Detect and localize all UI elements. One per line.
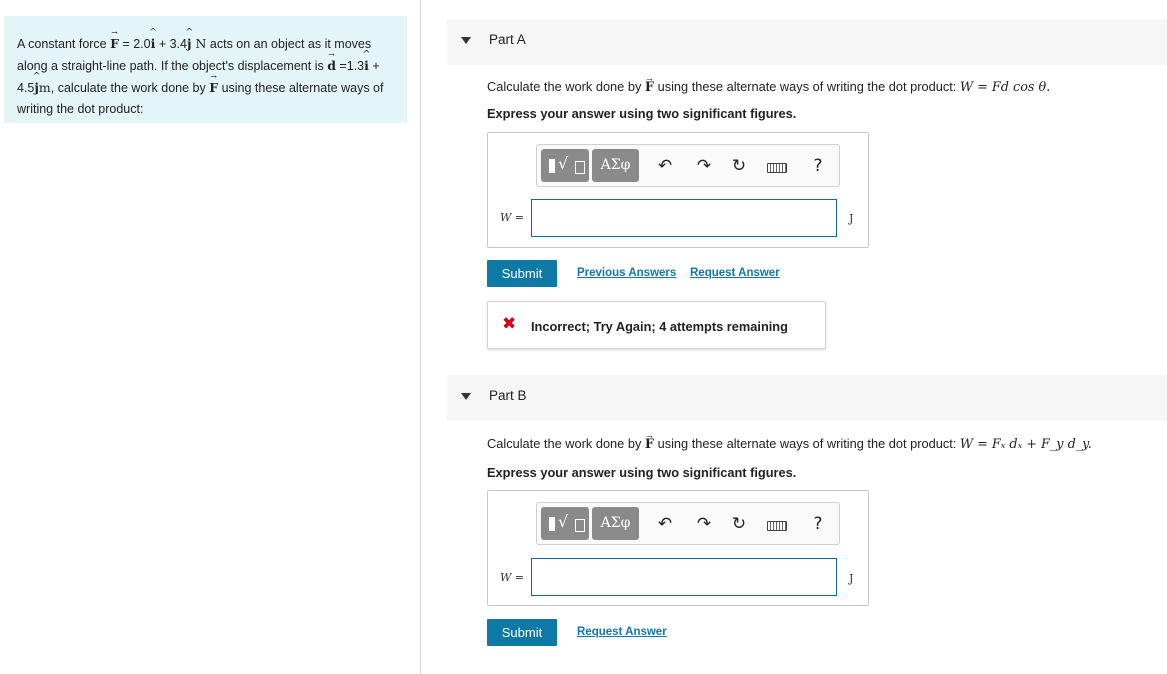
feedback-box	[487, 301, 826, 349]
force-vector-symbol: → F	[209, 77, 218, 98]
part-a-answer-box	[487, 132, 869, 248]
part-a-header[interactable]	[447, 19, 1167, 65]
unit-label: J	[849, 572, 854, 585]
box-icon	[575, 519, 585, 532]
greek-symbols-button[interactable]: ΑΣφ	[592, 507, 639, 540]
i-hat-symbol: ^ i	[151, 33, 156, 54]
previous-answers-link[interactable]: Previous Answers	[577, 267, 677, 279]
collapse-triangle-icon[interactable]	[461, 37, 471, 44]
part-b-express-note: Express your answer using two significant figures.	[487, 465, 797, 480]
problem-text: A constant force → F = 2.0^ i + 3.4^ j N acts on an object as it moves along a straight-line path. If the object's displacement is → d =1.3^ i + 4.5^ jm, calculate the work done by → F using these alternate ways of writing the dot product:	[4, 16, 407, 120]
unit-label: J	[849, 212, 854, 225]
j-hat-symbol: ^ j	[34, 77, 39, 98]
part-a-submit-button[interactable]: Submit	[487, 260, 557, 287]
templates-button[interactable]	[541, 149, 589, 182]
part-b-header[interactable]	[447, 375, 1167, 421]
math-toolbar	[536, 144, 840, 187]
part-b-formula: W = Fₓ dₓ + F_y d_y.	[959, 437, 1092, 452]
part-b-label: Part B	[489, 388, 527, 403]
greek-symbols-button[interactable]: ΑΣφ	[592, 149, 639, 182]
reset-icon[interactable]: ↻	[731, 156, 747, 176]
block-icon	[549, 517, 555, 531]
part-b-request-answer-link[interactable]: Request Answer	[577, 626, 667, 638]
j-hat-symbol: ^ j	[187, 33, 192, 54]
part-b-answer-box	[487, 490, 869, 606]
keyboard-icon[interactable]	[767, 163, 787, 173]
undo-icon[interactable]: ↶	[657, 156, 673, 176]
redo-icon[interactable]: ↷	[696, 156, 712, 176]
column-divider	[420, 0, 421, 674]
w-label: W =	[500, 211, 525, 224]
box-icon	[575, 161, 585, 174]
part-b-submit-button[interactable]: Submit	[487, 619, 557, 646]
w-label: W =	[500, 571, 525, 584]
undo-icon[interactable]: ↶	[657, 514, 673, 534]
radical-icon: √	[558, 154, 569, 173]
displacement-vector-symbol: → d	[327, 55, 336, 76]
math-toolbar	[536, 502, 840, 545]
help-icon[interactable]: ?	[813, 514, 823, 534]
block-icon	[549, 159, 555, 173]
force-vector-symbol: → F	[645, 437, 654, 452]
force-vector-symbol: → F	[645, 80, 654, 95]
radical-icon: √	[558, 512, 569, 531]
keyboard-icon[interactable]	[767, 521, 787, 531]
i-hat-symbol: ^ i	[364, 55, 369, 76]
problem-statement-panel	[4, 16, 407, 123]
incorrect-x-icon: ✖	[502, 314, 517, 334]
feedback-message: Incorrect; Try Again; 4 attempts remaining	[531, 319, 788, 334]
part-a-answer-input[interactable]	[531, 199, 837, 237]
templates-button[interactable]	[541, 507, 589, 540]
collapse-triangle-icon[interactable]	[461, 393, 471, 400]
part-a-instruction: Calculate the work done by → F using these alternate ways of writing the dot product: W = Fd cos θ.	[487, 79, 1050, 95]
part-b-instruction: Calculate the work done by → F using these alternate ways of writing the dot product: W = Fₓ dₓ + F_y d_y.	[487, 436, 1092, 452]
help-icon[interactable]: ?	[813, 156, 823, 176]
redo-icon[interactable]: ↷	[696, 514, 712, 534]
part-b-answer-input[interactable]	[531, 558, 837, 596]
force-vector-symbol: → F	[110, 33, 119, 54]
part-a-formula: W = Fd cos θ.	[959, 80, 1051, 95]
part-a-express-note: Express your answer using two significant figures.	[487, 106, 797, 121]
part-a-request-answer-link[interactable]: Request Answer	[690, 267, 780, 279]
part-a-label: Part A	[489, 32, 526, 47]
reset-icon[interactable]: ↻	[731, 514, 747, 534]
